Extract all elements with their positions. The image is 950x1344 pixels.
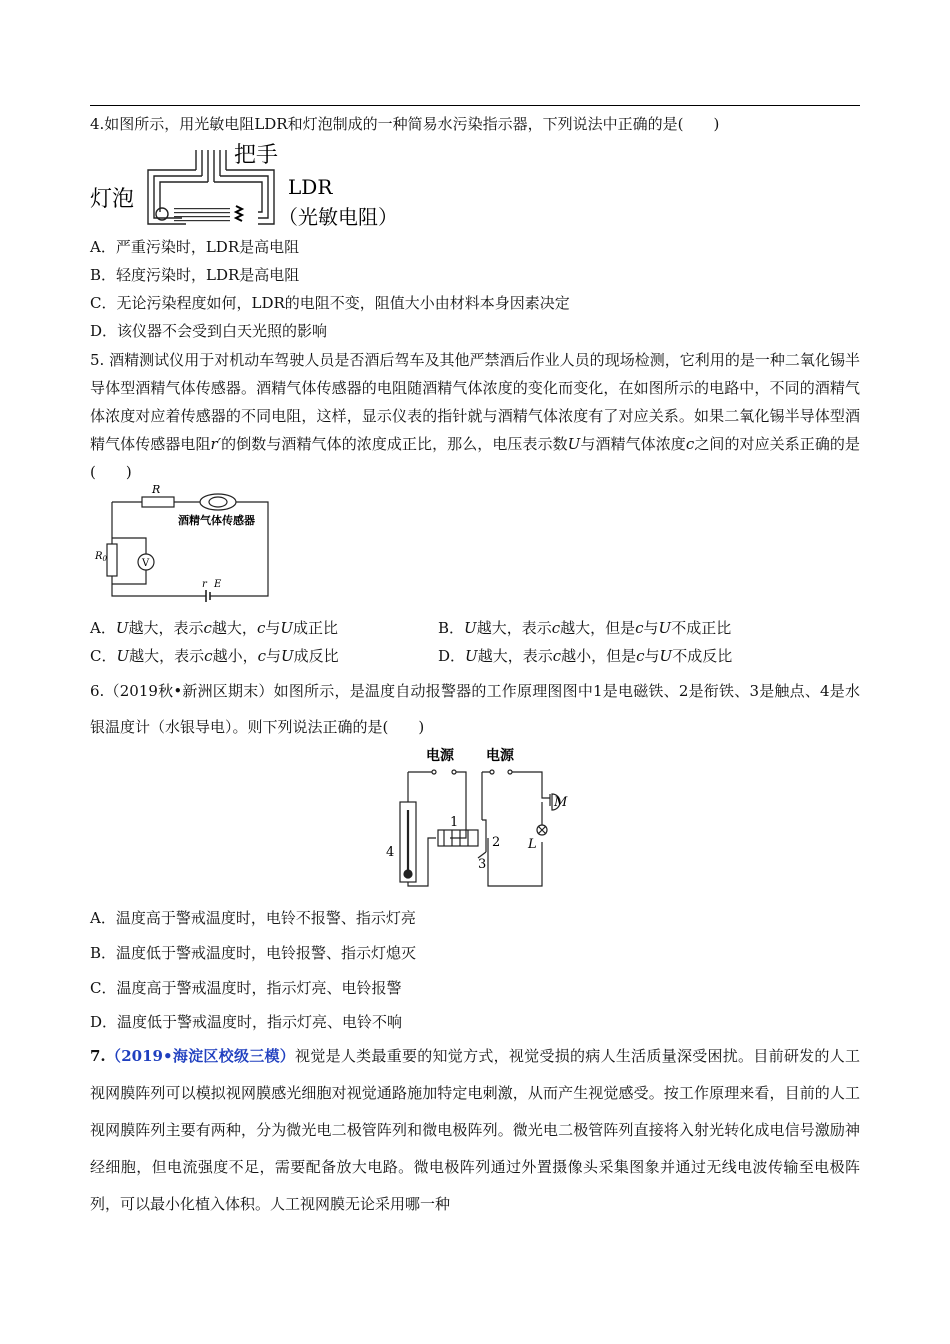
q4-option-c: C．无论污染程度如何，LDR的电阻不变，阻值大小由材料本身因素决定 [90,294,570,312]
bell-label: M [554,795,568,810]
q6-option-b: B．温度低于警戒温度时，电铃报警、指示灯熄灭 [90,944,417,962]
q4-stem: 4.如图所示，用光敏电阻LDR和灯泡制成的一种简易水污染指示器，下列说法中正确的是( ) [90,115,720,133]
q6-circuit-figure [382,742,572,890]
emf-label: E [214,579,222,590]
q4-option-d: D．该仪器不会受到白天光照的影响 [90,322,328,340]
r0-label: $R_0$ [95,551,107,563]
water-dots-icon [174,208,230,221]
q5-stem: 5. 酒精测试仪用于对机动车驾驶人员是否酒后驾车及其他严禁酒后作业人员的现场检测，它利用的是一种二氧化锡半导体型酒精气体传感器。酒精气体传感器的电阻随酒精气体浓度的变化而变化，在如图所示的电路中，不同的酒精气体浓度对应着传感器的不同电阻，这样，显示仪表的指针就与酒精气体浓度有了对应关系。如果二氧化锡半导体型酒精气体传感器电阻r′的倒数与酒精气体的浓度成正比，那么，电压表示数U与酒精气体浓度c之间的对应关系正确的是( ) [90,351,860,481]
q5-circuit-figure [90,480,300,606]
q4-figure [90,142,420,234]
ldr-desc-label: （光敏电阻） [278,205,398,229]
q6-stem: 6.（2019秋•新洲区期末）如图所示，是温度自动报警器的工作原理图图中1是电磁铁、2是衔铁、3是触点、4是水银温度计（水银导电）。则下列说法正确的是( ) [90,682,860,736]
source2-label: 电源 [486,748,514,764]
q6-option-d: D．温度低于警戒温度时，指示灯亮、电铃不响 [90,1013,403,1031]
ldr-zigzag-icon [236,206,242,221]
r-label: R [152,483,161,496]
header-rule [90,105,860,106]
voltmeter-label: V [142,558,150,569]
label-2: 2 [492,835,501,850]
q7-stem: 7.（2019•海淀区校级三模）视觉是人类最重要的知觉方式，视觉受损的病人生活质量深受困扰。目前研发的人工视网膜阵列可以模拟视网膜感光细胞对视觉通路施加特定电刺激，从而产生视觉感受。按工作原理来看，目前的人工视网膜阵列主要有两种，分为微光电二极管阵列和微电极阵列。微光电二极管阵列直接将入射光转化成电信号激励神经细胞，但电流强度不足，需要配备放大电路。微电极阵列通过外置摄像头采集图象并通过无线电波传输至电极阵列，可以最小化植入体积。人工视网膜无论采用哪一种 [90,1047,860,1213]
ldr-label: LDR [288,175,333,199]
q7-source: （2019•海淀区校级三模） [105,1047,296,1065]
q6-option-c: C．温度高于警戒温度时，指示灯亮、电铃报警 [90,979,402,997]
lamp-label: L [528,837,537,852]
internal-r-label: r [202,579,207,590]
sensor-label: 酒精气体传感器 [178,514,255,527]
q4-option-a: A．严重污染时，LDR是高电阻 [90,238,300,256]
q5-option-d: D．U越大，表示c越小，但是c与U不成反比 [438,647,733,665]
q5-option-a: A．U越大，表示c越大，c与U成正比 [90,619,339,637]
q5-option-b: B．U越大，表示c越大，但是c与U不成正比 [438,619,732,637]
label-3: 3 [478,857,487,872]
handle-label: 把手 [234,143,279,168]
q5-option-c: C．U越大，表示c越小，c与U成反比 [90,647,339,665]
label-4: 4 [386,845,395,860]
bulb-label: 灯泡 [90,187,135,212]
source1-label: 电源 [426,748,454,764]
q6-option-a: A．温度高于警戒温度时，电铃不报警、指示灯亮 [90,909,416,927]
label-1: 1 [450,815,459,830]
q4-option-b: B．轻度污染时，LDR是高电阻 [90,266,300,284]
